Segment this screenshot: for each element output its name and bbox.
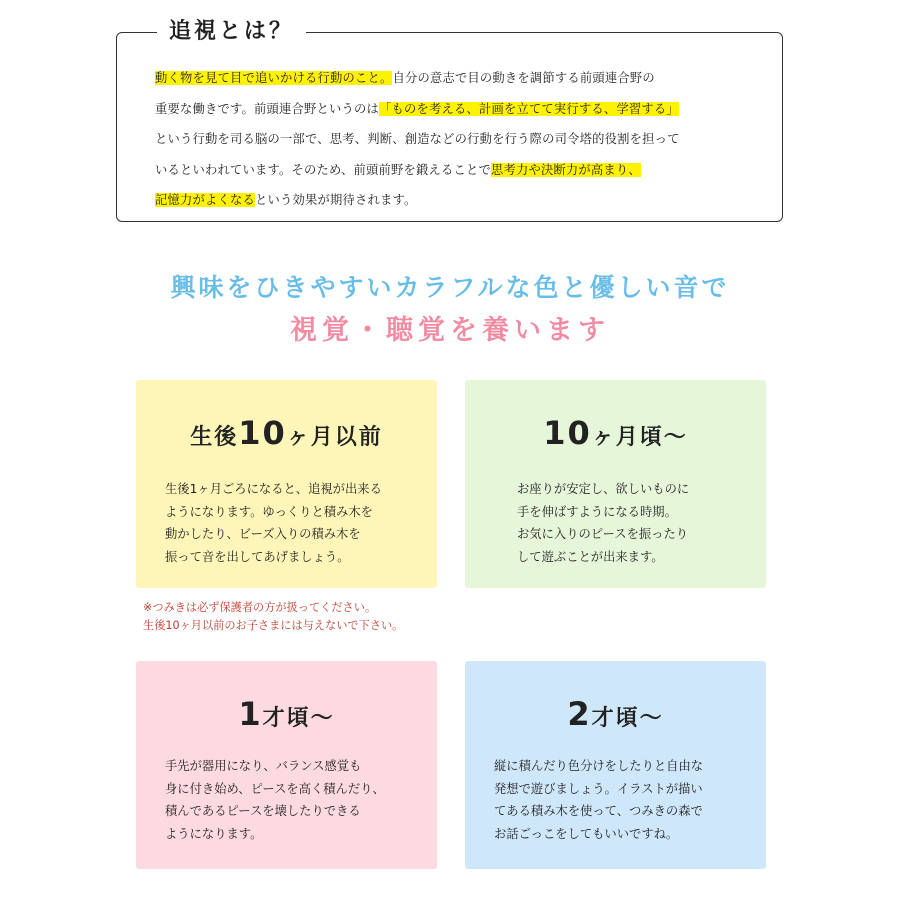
age-card-2-years bbox=[465, 661, 766, 869]
highlighted-text: 記憶力がよくなる bbox=[155, 193, 255, 207]
card-title-suffix: ヶ月頃～ bbox=[591, 425, 688, 450]
card-title-suffix: ヶ月以前 bbox=[286, 425, 383, 450]
card-line: 身に付き始め、ピースを高く積んだり、 bbox=[165, 781, 385, 796]
card-line: てある積み木を使って、つみきの森で bbox=[494, 804, 703, 818]
plain-text: 自分の意志で目の動きを調節する前頭連合野の bbox=[392, 71, 655, 85]
card-title bbox=[136, 414, 437, 452]
plain-text: いるといわれています。そのため、前頭前野を鍛えることで bbox=[155, 162, 491, 177]
card-line: 振って音を出してあげましょう。 bbox=[165, 549, 350, 564]
card-line: 積んであるピースを壊したりできる bbox=[165, 804, 361, 818]
definition-line bbox=[155, 155, 755, 186]
plain-text: という効果が期待されます。 bbox=[254, 193, 417, 207]
card-title-number: 10 bbox=[238, 414, 287, 452]
highlighted-text: 動く物を見て目で追いかける行動のこと。 bbox=[155, 71, 393, 85]
definition-title: 追視とは？ bbox=[157, 17, 306, 47]
card-body bbox=[165, 755, 415, 845]
card-title-number: 1 bbox=[238, 695, 263, 733]
definition-body bbox=[155, 63, 755, 216]
age-card-1-year bbox=[136, 661, 437, 869]
plain-text: 重要な働きです。前頭連合野というのは bbox=[155, 101, 379, 116]
card-title-suffix: 才頃～ bbox=[591, 706, 664, 731]
card-title-prefix: 生後 bbox=[190, 425, 239, 450]
card-title-suffix: 才頃～ bbox=[262, 706, 335, 731]
card-title bbox=[465, 414, 766, 452]
definition-line bbox=[155, 94, 755, 125]
definition-line bbox=[155, 124, 755, 155]
card-title bbox=[465, 695, 766, 733]
card-line: 手先が器用になり、バランス感覚も bbox=[165, 759, 362, 773]
card-line: 手を伸ばすようになる時期。 bbox=[517, 504, 677, 519]
plain-text: という行動を司る脳の一部で、思考、判断、創造などの行動を行う際の司令塔的役割を担って bbox=[155, 132, 680, 146]
highlighted-text: 思考力や決断力が高まり、 bbox=[490, 162, 641, 177]
card-title bbox=[136, 695, 437, 733]
card-title-number: 2 bbox=[567, 695, 592, 733]
card-line: 動かしたり、ビーズ入りの積み木を bbox=[165, 527, 361, 541]
headline-line-2: 視覚・聴覚を養います bbox=[290, 315, 610, 346]
card-body bbox=[165, 478, 415, 568]
card-body bbox=[494, 755, 744, 845]
age-card-10-months bbox=[465, 380, 766, 588]
definition-box bbox=[116, 19, 783, 222]
card-line: 生後1ヶ月ごろになると、追視が出来る bbox=[165, 482, 382, 496]
definition-line bbox=[155, 185, 755, 216]
headline-line-1: 興味をひきやすいカラフルな色と優しい音で bbox=[170, 273, 730, 302]
card-body bbox=[517, 478, 767, 568]
card-line: して遊ぶことが出来ます。 bbox=[517, 549, 664, 564]
card-line: 発想で遊びましょう。イラストが描い bbox=[494, 781, 703, 796]
highlighted-text: 「ものを考える、計画を立てて実行する、学習する」 bbox=[378, 101, 679, 116]
card-line: お座りが安定し、欲しいものに bbox=[517, 482, 690, 496]
card-line: お気に入りのピースを振ったり bbox=[517, 527, 689, 541]
caution-note-line: ※つみきは必ず保護者の方が扱ってください。 bbox=[143, 601, 377, 614]
age-card-before-10-months bbox=[136, 380, 437, 588]
definition-line bbox=[155, 63, 755, 94]
card-line: お話ごっこをしてもいいですね。 bbox=[494, 826, 679, 841]
caution-note-line: 生後10ヶ月以前のお子さまには与えないで下さい。 bbox=[143, 619, 404, 632]
card-title-number: 10 bbox=[543, 414, 592, 452]
caution-note bbox=[143, 599, 403, 635]
card-line: 縦に積んだり色分けをしたりと自由な bbox=[494, 759, 704, 773]
card-line: ようになります。 bbox=[165, 826, 263, 841]
card-line: ようになります。ゆっくりと積み木を bbox=[165, 504, 373, 519]
